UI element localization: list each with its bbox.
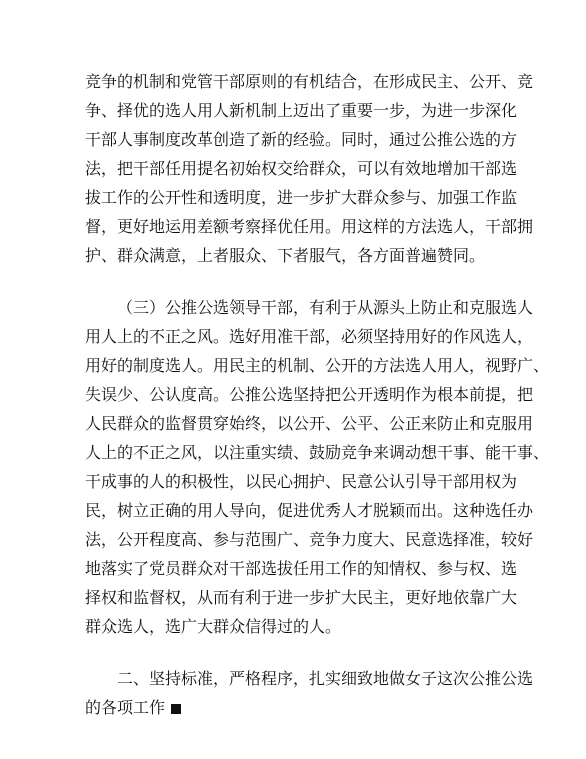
paragraph-2-line-9: 法，公开程度高、参与范围广、竞争力度大、民意选择准，较好 (85, 530, 534, 549)
section-heading-line-2-text: 的各项工作 (85, 698, 166, 717)
paragraph-1-line-6: 督，更好地运用差额考察择优任用。用这样的方法选人，干部拥 (85, 217, 534, 236)
paragraph-2-line-3: 用好的制度选人。用民主的机制、公开的方法选人用人，视野广、 (85, 356, 550, 375)
paragraph-2-line-5: 人民群众的监督贯穿始终，以公开、公平、公正来防止和克服用 (85, 414, 534, 433)
paragraph-2-line-1: （三）公推公选领导干部，有利于从源头上防止和克服选人 (117, 298, 534, 317)
paragraph-1-line-3: 干部人事制度改革创造了新的经验。同时，通过公推公选的方 (85, 130, 518, 149)
paragraph-1-line-4: 法，把干部任用提名初始权交给群众，可以有效地增加干部选 (85, 159, 518, 178)
paragraph-1-line-5: 拔工作的公开性和透明度，进一步扩大群众参与、加强工作监 (85, 188, 518, 207)
black-square-icon (171, 704, 181, 714)
paragraph-1-line-2: 争、择优的选人用人新机制上迈出了重要一步，为进一步深化 (85, 101, 518, 120)
paragraph-2-line-11: 择权和监督权，从而有利于进一步扩大民主，更好地依靠广大 (85, 588, 518, 607)
paragraph-2-line-7: 干成事的人的积极性，以民心拥护、民意公认引导干部用权为 (85, 472, 518, 491)
paragraph-2-line-6: 人上的不正之风，以注重实绩、鼓励竞争来调动想干事、能干事、 (85, 443, 550, 462)
section-heading-line-1: 二、坚持标准，严格程序，扎实细致地做女子这次公推公选 (117, 669, 534, 688)
paragraph-2-line-10: 地落实了党员群众对干部选拔任用工作的知情权、参与权、选 (85, 559, 518, 578)
paragraph-2-line-2: 用人上的不正之风。选好用准干部，必须坚持用好的作风选人， (85, 327, 534, 346)
paragraph-1-line-1: 竞争的机制和党管干部原则的有机结合，在形成民主、公开、竞 (85, 72, 534, 91)
paragraph-2-line-4: 失误少、公认度高。公推公选坚持把公开透明作为根本前提，把 (85, 385, 534, 404)
paragraph-2-line-8: 民，树立正确的用人导向，促进优秀人才脱颖而出。这种选任办 (85, 501, 534, 520)
section-heading-line-2 (85, 698, 181, 718)
paragraph-1-line-7: 护、群众满意，上者服众、下者服气，各方面普遍赞同。 (85, 246, 486, 265)
paragraph-2-line-12: 群众选人，选广大群众信得过的人。 (85, 617, 342, 636)
